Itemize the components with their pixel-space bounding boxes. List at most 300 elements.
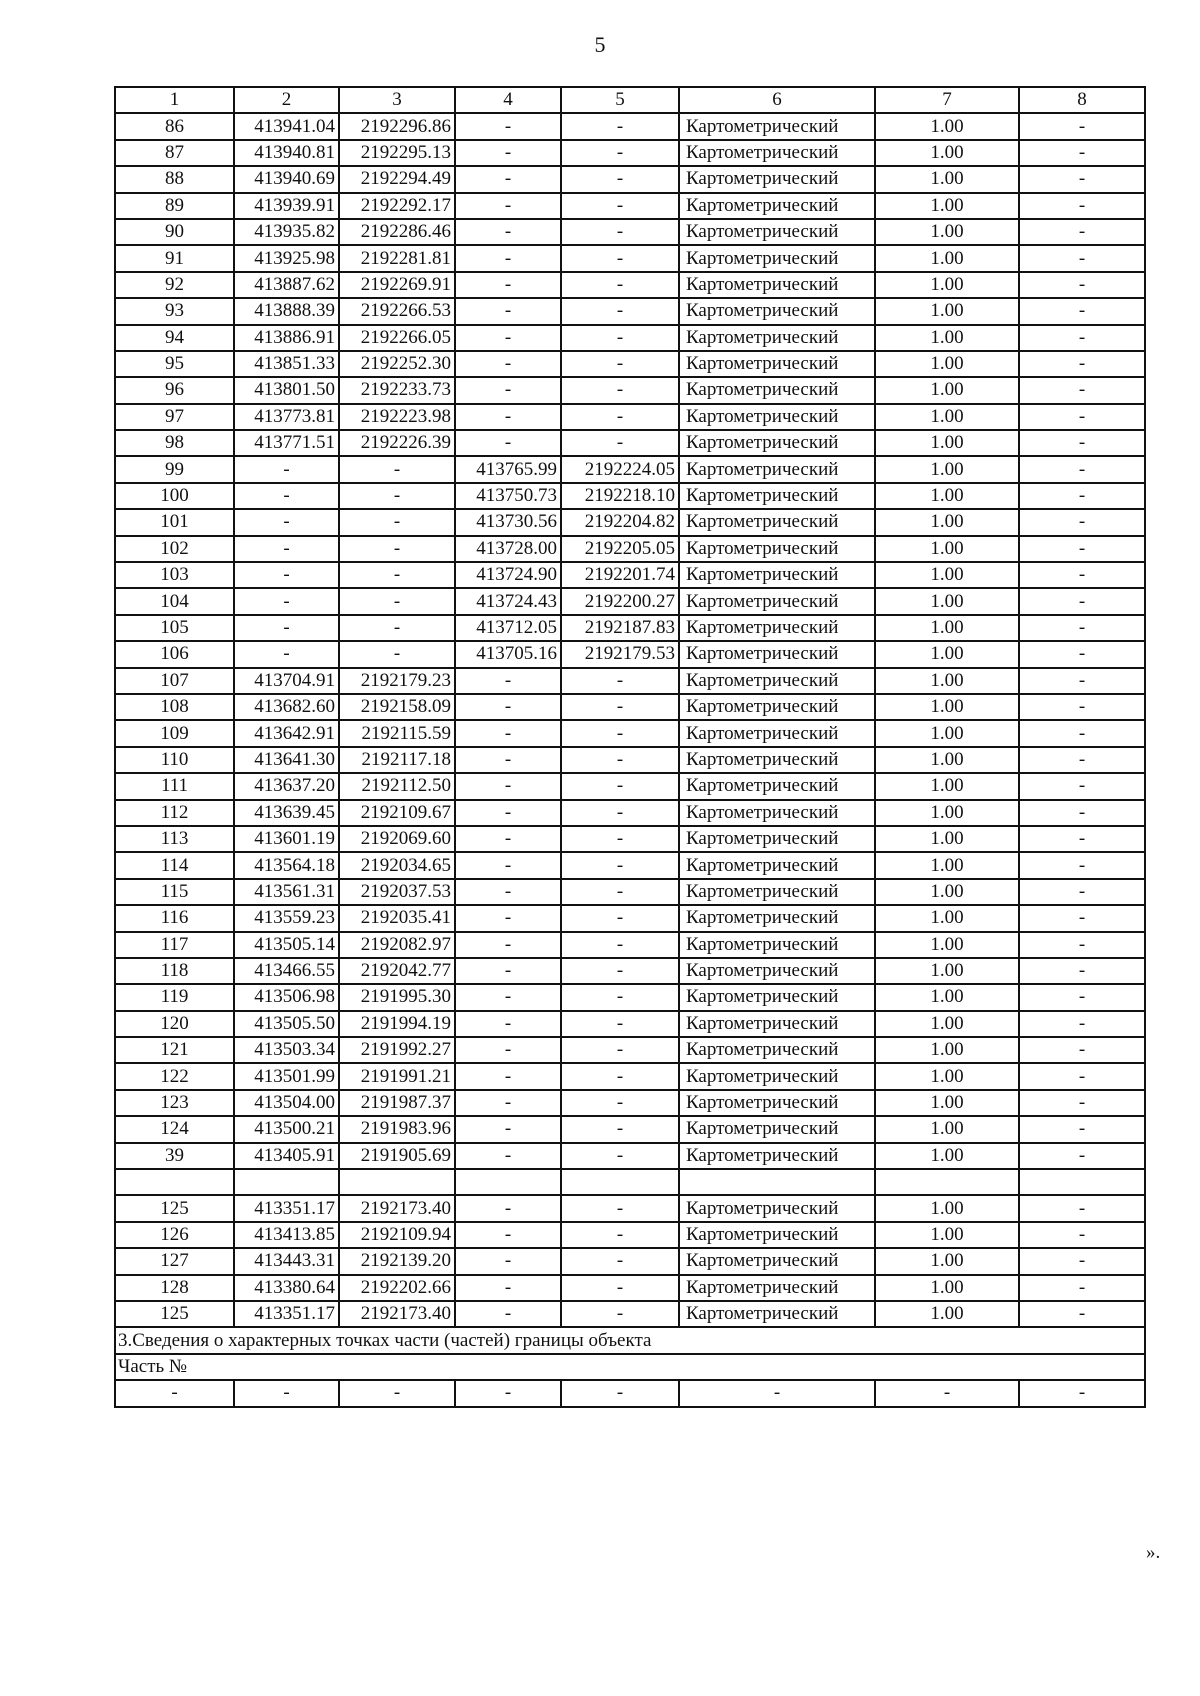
cell-method: Картометрический (679, 483, 875, 509)
table-row (115, 1063, 1145, 1089)
cell-x-existing: - (234, 483, 339, 509)
table-row (115, 377, 1145, 403)
cell-y-new: - (561, 1143, 679, 1169)
cell-description: - (1019, 905, 1145, 931)
cell-method: Картометрический (679, 1275, 875, 1301)
cell-x-new: - (455, 932, 561, 958)
cell-accuracy: 1.00 (875, 879, 1019, 905)
table-row (115, 1195, 1145, 1221)
cell-accuracy: 1.00 (875, 430, 1019, 456)
cell-point-number: 88 (115, 166, 234, 192)
cell-y-new: - (561, 773, 679, 799)
cell-y-existing: 2192034.65 (339, 852, 455, 878)
cell-accuracy: 1.00 (875, 773, 1019, 799)
cell-y-existing: 2192115.59 (339, 720, 455, 746)
cell-y-existing: 2191905.69 (339, 1143, 455, 1169)
table-row (115, 800, 1145, 826)
cell-y-existing: 2191995.30 (339, 984, 455, 1010)
cell-accuracy: 1.00 (875, 298, 1019, 324)
table-row (115, 325, 1145, 351)
cell-y-existing: 2192173.40 (339, 1301, 455, 1327)
cell-x-existing: 413466.55 (234, 958, 339, 984)
cell-y-existing: 2192109.94 (339, 1222, 455, 1248)
cell-method: Картометрический (679, 1222, 875, 1248)
cell-description: - (1019, 1037, 1145, 1063)
table-row (115, 720, 1145, 746)
cell-description: - (1019, 826, 1145, 852)
cell-description: - (1019, 193, 1145, 219)
cell-description: - (1019, 615, 1145, 641)
cell-point-number: 100 (115, 483, 234, 509)
cell-x-new: - (455, 272, 561, 298)
cell-x-new: - (455, 694, 561, 720)
cell-x-existing: 413641.30 (234, 747, 339, 773)
cell-method: - (679, 1380, 875, 1406)
cell-point-number: 92 (115, 272, 234, 298)
cell-point-number: 128 (115, 1275, 234, 1301)
cell-y-new: - (561, 879, 679, 905)
cell-x-existing: 413443.31 (234, 1248, 339, 1274)
cell-x-existing: 413925.98 (234, 245, 339, 271)
cell-method: Картометрический (679, 536, 875, 562)
cell-accuracy: 1.00 (875, 588, 1019, 614)
cell-point-number: 93 (115, 298, 234, 324)
cell-description: - (1019, 404, 1145, 430)
cell-accuracy: 1.00 (875, 509, 1019, 535)
cell-x-new: 413705.16 (455, 641, 561, 667)
cell-y-new: - (561, 245, 679, 271)
cell-point-number: 123 (115, 1090, 234, 1116)
cell-y-new: - (561, 905, 679, 931)
cell-y-existing: 2192069.60 (339, 826, 455, 852)
cell-description: - (1019, 1380, 1145, 1406)
cell-accuracy: 1.00 (875, 615, 1019, 641)
cell-x-existing: 413639.45 (234, 800, 339, 826)
cell-x-existing: - (234, 641, 339, 667)
cell-y-existing: 2192223.98 (339, 404, 455, 430)
cell-x-new: - (455, 1037, 561, 1063)
cell-y-existing: 2192296.86 (339, 113, 455, 139)
cell-x-new: - (455, 773, 561, 799)
cell-x-existing: 413405.91 (234, 1143, 339, 1169)
cell-point-number: 119 (115, 984, 234, 1010)
table-row (115, 430, 1145, 456)
table-row (115, 668, 1145, 694)
cell-x-new: - (455, 325, 561, 351)
cell-method: Картометрический (679, 720, 875, 746)
cell-method: Картометрический (679, 1011, 875, 1037)
cell-description: - (1019, 1116, 1145, 1142)
cell-y-existing: 2192252.30 (339, 351, 455, 377)
cell-point-number: 126 (115, 1222, 234, 1248)
table-row (115, 879, 1145, 905)
cell-accuracy: 1.00 (875, 456, 1019, 482)
cell-accuracy: 1.00 (875, 1090, 1019, 1116)
cell-method: Картометрический (679, 932, 875, 958)
cell-x-new: - (455, 1143, 561, 1169)
cell-y-new: - (561, 1116, 679, 1142)
cell-description: - (1019, 140, 1145, 166)
cell-accuracy: 1.00 (875, 1037, 1019, 1063)
cell-x-new: - (455, 1275, 561, 1301)
table-row (115, 245, 1145, 271)
cell-x-new: - (455, 219, 561, 245)
cell-y-existing: 2192109.67 (339, 800, 455, 826)
cell-y-existing: 2192082.97 (339, 932, 455, 958)
cell-x-new: - (455, 747, 561, 773)
cell-description: - (1019, 694, 1145, 720)
cell-point-number: 101 (115, 509, 234, 535)
cell-accuracy: 1.00 (875, 905, 1019, 931)
cell-y-new: - (561, 351, 679, 377)
cell-x-new: - (455, 1011, 561, 1037)
cell-y-new: 2192218.10 (561, 483, 679, 509)
cell-y-new: - (561, 404, 679, 430)
cell-y-new (561, 1169, 679, 1195)
cell-description: - (1019, 245, 1145, 271)
cell-y-existing: 2192112.50 (339, 773, 455, 799)
cell-description: - (1019, 325, 1145, 351)
cell-y-new: - (561, 1090, 679, 1116)
cell-x-new: - (455, 1195, 561, 1221)
cell-point-number: 124 (115, 1116, 234, 1142)
cell-accuracy: 1.00 (875, 1063, 1019, 1089)
cell-y-new: - (561, 1011, 679, 1037)
cell-x-new: 413724.43 (455, 588, 561, 614)
cell-x-existing: 413801.50 (234, 377, 339, 403)
cell-y-existing: 2191992.27 (339, 1037, 455, 1063)
cell-description: - (1019, 747, 1145, 773)
cell-x-new: 413730.56 (455, 509, 561, 535)
cell-x-existing: 413561.31 (234, 879, 339, 905)
cell-y-new: 2192179.53 (561, 641, 679, 667)
cell-x-new: - (455, 1380, 561, 1406)
cell-point-number: 39 (115, 1143, 234, 1169)
cell-method: Картометрический (679, 1037, 875, 1063)
cell-method: Картометрический (679, 509, 875, 535)
cell-accuracy: 1.00 (875, 694, 1019, 720)
cell-description: - (1019, 1063, 1145, 1089)
cell-accuracy: 1.00 (875, 377, 1019, 403)
cell-x-existing: 413413.85 (234, 1222, 339, 1248)
cell-accuracy (875, 1169, 1019, 1195)
cell-point-number: 107 (115, 668, 234, 694)
table-row (115, 588, 1145, 614)
cell-y-existing: 2192294.49 (339, 166, 455, 192)
cell-point-number: 104 (115, 588, 234, 614)
cell-method: Картометрический (679, 140, 875, 166)
cell-point-number: 103 (115, 562, 234, 588)
cell-description: - (1019, 536, 1145, 562)
table-row (115, 1143, 1145, 1169)
cell-y-new: - (561, 377, 679, 403)
cell-x-existing: - (234, 588, 339, 614)
cell-y-new: 5 (561, 87, 679, 113)
table-row (115, 773, 1145, 799)
cell-description: - (1019, 641, 1145, 667)
cell-y-existing: 3 (339, 87, 455, 113)
cell-y-existing: 2192292.17 (339, 193, 455, 219)
cell-x-existing: - (234, 1380, 339, 1406)
cell-x-existing: 413505.50 (234, 1011, 339, 1037)
cell-y-new: - (561, 298, 679, 324)
cell-point-number: 87 (115, 140, 234, 166)
cell-description: - (1019, 984, 1145, 1010)
cell-x-new: - (455, 668, 561, 694)
cell-y-new: - (561, 113, 679, 139)
cell-x-existing: 413851.33 (234, 351, 339, 377)
cell-y-existing: 2192266.05 (339, 325, 455, 351)
cell-description: - (1019, 351, 1145, 377)
cell-method: Картометрический (679, 1116, 875, 1142)
cell-accuracy: 1.00 (875, 404, 1019, 430)
cell-method: Картометрический (679, 219, 875, 245)
cell-description: - (1019, 272, 1145, 298)
cell-x-new: - (455, 166, 561, 192)
cell-accuracy: 1.00 (875, 747, 1019, 773)
cell-point-number: 110 (115, 747, 234, 773)
cell-accuracy: 1.00 (875, 166, 1019, 192)
cell-accuracy: 1.00 (875, 272, 1019, 298)
section-title-row (115, 1327, 1145, 1353)
cell-accuracy: 1.00 (875, 826, 1019, 852)
cell-point-number: 90 (115, 219, 234, 245)
cell-method: Картометрический (679, 1143, 875, 1169)
cell-y-existing: 2192281.81 (339, 245, 455, 271)
cell-x-new: - (455, 826, 561, 852)
cell-x-new: - (455, 879, 561, 905)
cell-y-new: - (561, 140, 679, 166)
cell-x-existing: - (234, 615, 339, 641)
closing-quote-mark: ». (1146, 1542, 1161, 1563)
table-row (115, 1222, 1145, 1248)
cell-x-existing: 413380.64 (234, 1275, 339, 1301)
cell-method: Картометрический (679, 456, 875, 482)
cell-x-existing: - (234, 456, 339, 482)
table-row (115, 562, 1145, 588)
cell-accuracy: 1.00 (875, 325, 1019, 351)
cell-point-number: 109 (115, 720, 234, 746)
cell-x-existing: 413601.19 (234, 826, 339, 852)
cell-point-number: 105 (115, 615, 234, 641)
cell-method: Картометрический (679, 1090, 875, 1116)
cell-y-existing: - (339, 483, 455, 509)
cell-point-number: 1 (115, 87, 234, 113)
cell-accuracy: 1.00 (875, 641, 1019, 667)
cell-method: Картометрический (679, 800, 875, 826)
cell-method: Картометрический (679, 377, 875, 403)
cell-point-number: 125 (115, 1301, 234, 1327)
page-number: 5 (594, 32, 606, 57)
cell-description: - (1019, 773, 1145, 799)
coordinates-table (114, 86, 1146, 1408)
cell-y-new: - (561, 852, 679, 878)
cell-description: - (1019, 113, 1145, 139)
cell-point-number: 108 (115, 694, 234, 720)
cell-x-existing: - (234, 562, 339, 588)
cell-x-new: - (455, 1301, 561, 1327)
cell-description: - (1019, 509, 1145, 535)
cell-point-number: 102 (115, 536, 234, 562)
cell-x-existing: - (234, 536, 339, 562)
cell-accuracy: 7 (875, 87, 1019, 113)
table-row (115, 852, 1145, 878)
cell-accuracy: 1.00 (875, 1275, 1019, 1301)
table-row (115, 1011, 1145, 1037)
cell-y-new: - (561, 1063, 679, 1089)
cell-accuracy: 1.00 (875, 1143, 1019, 1169)
cell-accuracy: 1.00 (875, 1248, 1019, 1274)
cell-y-new: - (561, 984, 679, 1010)
cell-x-existing: 413887.62 (234, 272, 339, 298)
cell-method: Картометрический (679, 641, 875, 667)
cell-x-existing: 413940.69 (234, 166, 339, 192)
cell-y-existing: - (339, 588, 455, 614)
cell-x-new: 413765.99 (455, 456, 561, 482)
cell-y-new: - (561, 219, 679, 245)
cell-y-existing: - (339, 536, 455, 562)
cell-y-new: - (561, 694, 679, 720)
cell-x-existing: 413506.98 (234, 984, 339, 1010)
cell-point-number: 120 (115, 1011, 234, 1037)
cell-point-number: 97 (115, 404, 234, 430)
table-row (115, 456, 1145, 482)
cell-description: - (1019, 219, 1145, 245)
cell-y-existing: - (339, 641, 455, 667)
cell-y-existing: 2192202.66 (339, 1275, 455, 1301)
cell-description: - (1019, 668, 1145, 694)
cell-x-new: - (455, 193, 561, 219)
cell-y-new: - (561, 1222, 679, 1248)
part-data-row (115, 1380, 1145, 1406)
cell-point-number: 115 (115, 879, 234, 905)
cell-y-new: 2192187.83 (561, 615, 679, 641)
cell-method: Картометрический (679, 694, 875, 720)
cell-y-new: - (561, 1301, 679, 1327)
cell-description: - (1019, 562, 1145, 588)
cell-x-existing: - (234, 509, 339, 535)
cell-x-existing: 413771.51 (234, 430, 339, 456)
cell-x-new: - (455, 800, 561, 826)
table-row (115, 694, 1145, 720)
cell-y-existing: 2192117.18 (339, 747, 455, 773)
cell-description: - (1019, 1195, 1145, 1221)
cell-x-new: 413712.05 (455, 615, 561, 641)
cell-y-new: - (561, 1380, 679, 1406)
cell-accuracy: 1.00 (875, 668, 1019, 694)
cell-x-existing: 413940.81 (234, 140, 339, 166)
header-row (115, 87, 1145, 113)
table-row (115, 193, 1145, 219)
cell-x-new: - (455, 1116, 561, 1142)
cell-x-new: - (455, 1090, 561, 1116)
table-row (115, 483, 1145, 509)
cell-point-number: 106 (115, 641, 234, 667)
cell-accuracy: 1.00 (875, 800, 1019, 826)
table-row (115, 958, 1145, 984)
cell-x-existing: 413773.81 (234, 404, 339, 430)
section-title: 3.Сведения о характерных точках части (частей) границы объекта (115, 1327, 1145, 1353)
cell-accuracy: 1.00 (875, 852, 1019, 878)
cell-description: - (1019, 1011, 1145, 1037)
cell-x-existing: 413505.14 (234, 932, 339, 958)
table-row (115, 404, 1145, 430)
cell-description: - (1019, 1275, 1145, 1301)
cell-y-existing: 2192226.39 (339, 430, 455, 456)
cell-y-new: 2192200.27 (561, 588, 679, 614)
cell-x-existing: 413351.17 (234, 1195, 339, 1221)
cell-method: Картометрический (679, 351, 875, 377)
table-row (115, 1248, 1145, 1274)
cell-x-new: - (455, 377, 561, 403)
cell-description (1019, 1169, 1145, 1195)
cell-accuracy: 1.00 (875, 193, 1019, 219)
cell-accuracy: 1.00 (875, 958, 1019, 984)
cell-point-number: 91 (115, 245, 234, 271)
cell-accuracy: 1.00 (875, 483, 1019, 509)
cell-x-existing: 413501.99 (234, 1063, 339, 1089)
cell-description: - (1019, 1222, 1145, 1248)
cell-description: - (1019, 1301, 1145, 1327)
table-row (115, 1037, 1145, 1063)
cell-x-new: - (455, 351, 561, 377)
table-row (115, 298, 1145, 324)
cell-y-existing: 2191991.21 (339, 1063, 455, 1089)
cell-x-new (455, 1169, 561, 1195)
cell-x-new: - (455, 430, 561, 456)
cell-method: Картометрический (679, 826, 875, 852)
part-label-row (115, 1354, 1145, 1380)
cell-point-number: 96 (115, 377, 234, 403)
cell-method: Картометрический (679, 193, 875, 219)
cell-y-existing: 2192286.46 (339, 219, 455, 245)
cell-y-existing (339, 1169, 455, 1195)
cell-description: - (1019, 1248, 1145, 1274)
cell-x-new: - (455, 1222, 561, 1248)
cell-y-existing: 2192233.73 (339, 377, 455, 403)
cell-x-new: - (455, 984, 561, 1010)
cell-description: - (1019, 456, 1145, 482)
cell-y-existing: - (339, 456, 455, 482)
cell-point-number: 127 (115, 1248, 234, 1274)
cell-point-number: 86 (115, 113, 234, 139)
cell-point-number: 122 (115, 1063, 234, 1089)
cell-point-number: 125 (115, 1195, 234, 1221)
cell-point-number: 117 (115, 932, 234, 958)
cell-accuracy: 1.00 (875, 932, 1019, 958)
cell-accuracy: 1.00 (875, 351, 1019, 377)
cell-x-new: - (455, 298, 561, 324)
table-row (115, 747, 1145, 773)
cell-y-existing: 2191983.96 (339, 1116, 455, 1142)
cell-x-existing: 413939.91 (234, 193, 339, 219)
cell-x-new: 413728.00 (455, 536, 561, 562)
table-row (115, 166, 1145, 192)
cell-x-existing: 413935.82 (234, 219, 339, 245)
cell-y-existing: 2192269.91 (339, 272, 455, 298)
cell-x-new: - (455, 905, 561, 931)
cell-accuracy: - (875, 1380, 1019, 1406)
cell-y-existing: 2191994.19 (339, 1011, 455, 1037)
table-row (115, 641, 1145, 667)
cell-accuracy: 1.00 (875, 219, 1019, 245)
cell-y-new: - (561, 800, 679, 826)
cell-y-new: - (561, 1037, 679, 1063)
cell-accuracy: 1.00 (875, 245, 1019, 271)
table-row (115, 113, 1145, 139)
cell-accuracy: 1.00 (875, 536, 1019, 562)
cell-accuracy: 1.00 (875, 140, 1019, 166)
